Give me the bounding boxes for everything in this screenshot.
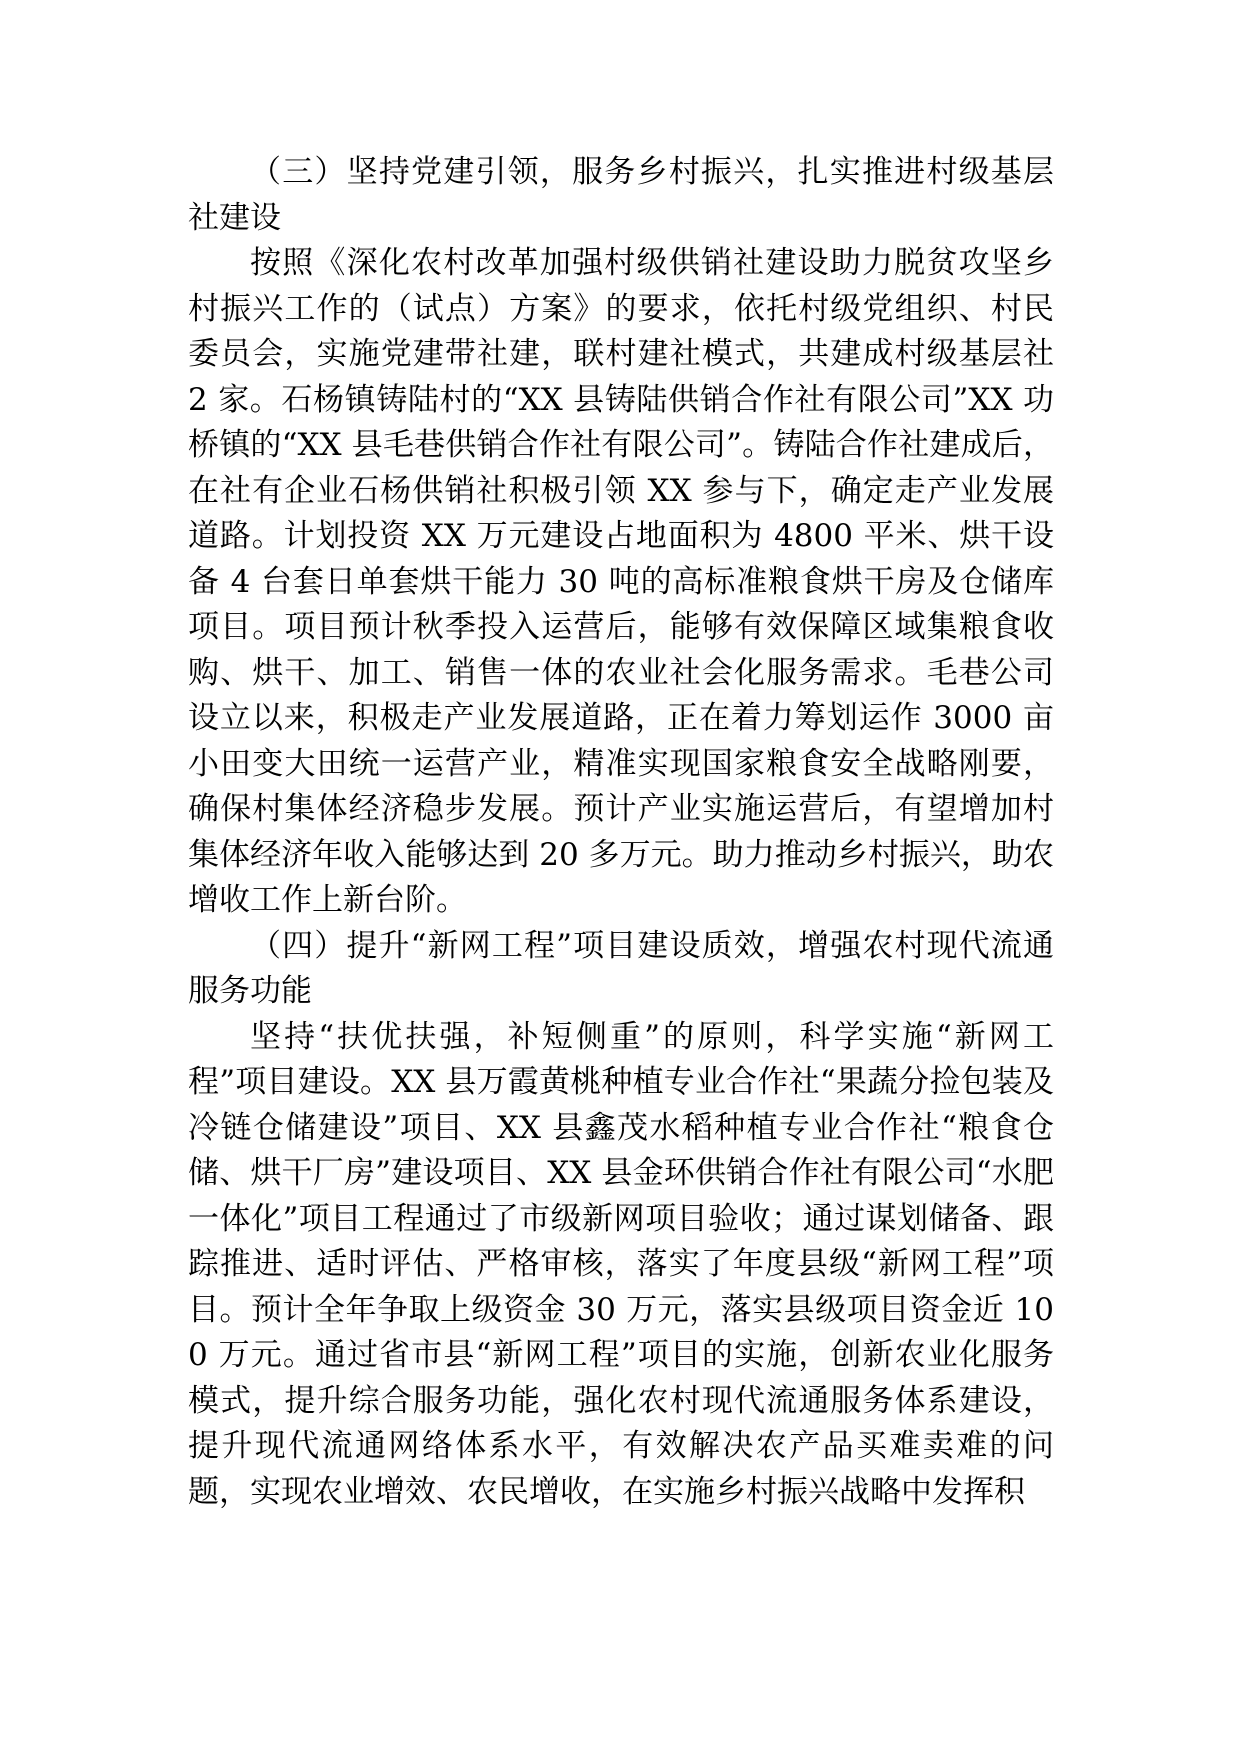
document-page (188, 150, 1054, 1515)
section-heading-4: （四）提升“新网工程”项目建设质效，增强农村现代流通服务功能 (188, 927, 1054, 1009)
section-heading-3: （三）坚持党建引领，服务乡村振兴，扎实推进村级基层社建设 (188, 154, 1054, 236)
body-paragraph: 按照《深化农村改革加强村级供销社建设助力脱贫攻坚乡村振兴工作的（试点）方案》的要求，依托村级党组织、村民委员会，实施党建带社建，联村建社模式，共建成村级基层社 2 家。石杨镇铸陆村的“XX 县铸陆供销合作社有限公司”XX 功桥镇的“XX 县毛巷供销合作社有限公司”。铸陆合作社建成后，在社有企业石杨供销社积极引领 XX 参与下，确定走产业发展道路。计划投资 XX 万元建设占地面积为 4800 平米、烘干设备 4 台套日单套烘干能力 30 吨的高标准粮食烘干房及仓储库项目。项目预计秋季投入运营后，能够有效保障区域集粮食收购、烘干、加工、销售一体的农业社会化服务需求。毛巷公司设立以来，积极走产业发展道路，正在着力筹划运作 3000 亩小田变大田统一运营产业，精准实现国家粮食安全战略刚要，确保村集体经济稳步发展。预计产业实施运营后，有望增加村集体经济年收入能够达到 20 多万元。助力推动乡村振兴，助农增收工作上新台阶。 (188, 245, 1054, 918)
body-paragraph: 坚持“扶优扶强，补短侧重”的原则，科学实施“新网工程”项目建设。XX 县万霞黄桃种植专业合作社“果蔬分捡包装及冷链仓储建设”项目、XX 县鑫茂水稻种植专业合作社“粮食仓储、烘干厂房”建设项目、XX 县金环供销合作社有限公司“水肥一体化”项目工程通过了市级新网项目验收；通过谋划储备、跟踪推进、适时评估、严格审核，落实了年度县级“新网工程”项目。预计全年争取上级资金 30 万元，落实县级项目资金近 100 万元。通过省市县“新网工程”项目的实施，创新农业化服务模式，提升综合服务功能，强化农村现代流通服务体系建设，提升现代流通网络体系水平，有效解决农产品买难卖难的问题，实现农业增效、农民增收，在实施乡村振兴战略中发挥积 (188, 1018, 1054, 1510)
